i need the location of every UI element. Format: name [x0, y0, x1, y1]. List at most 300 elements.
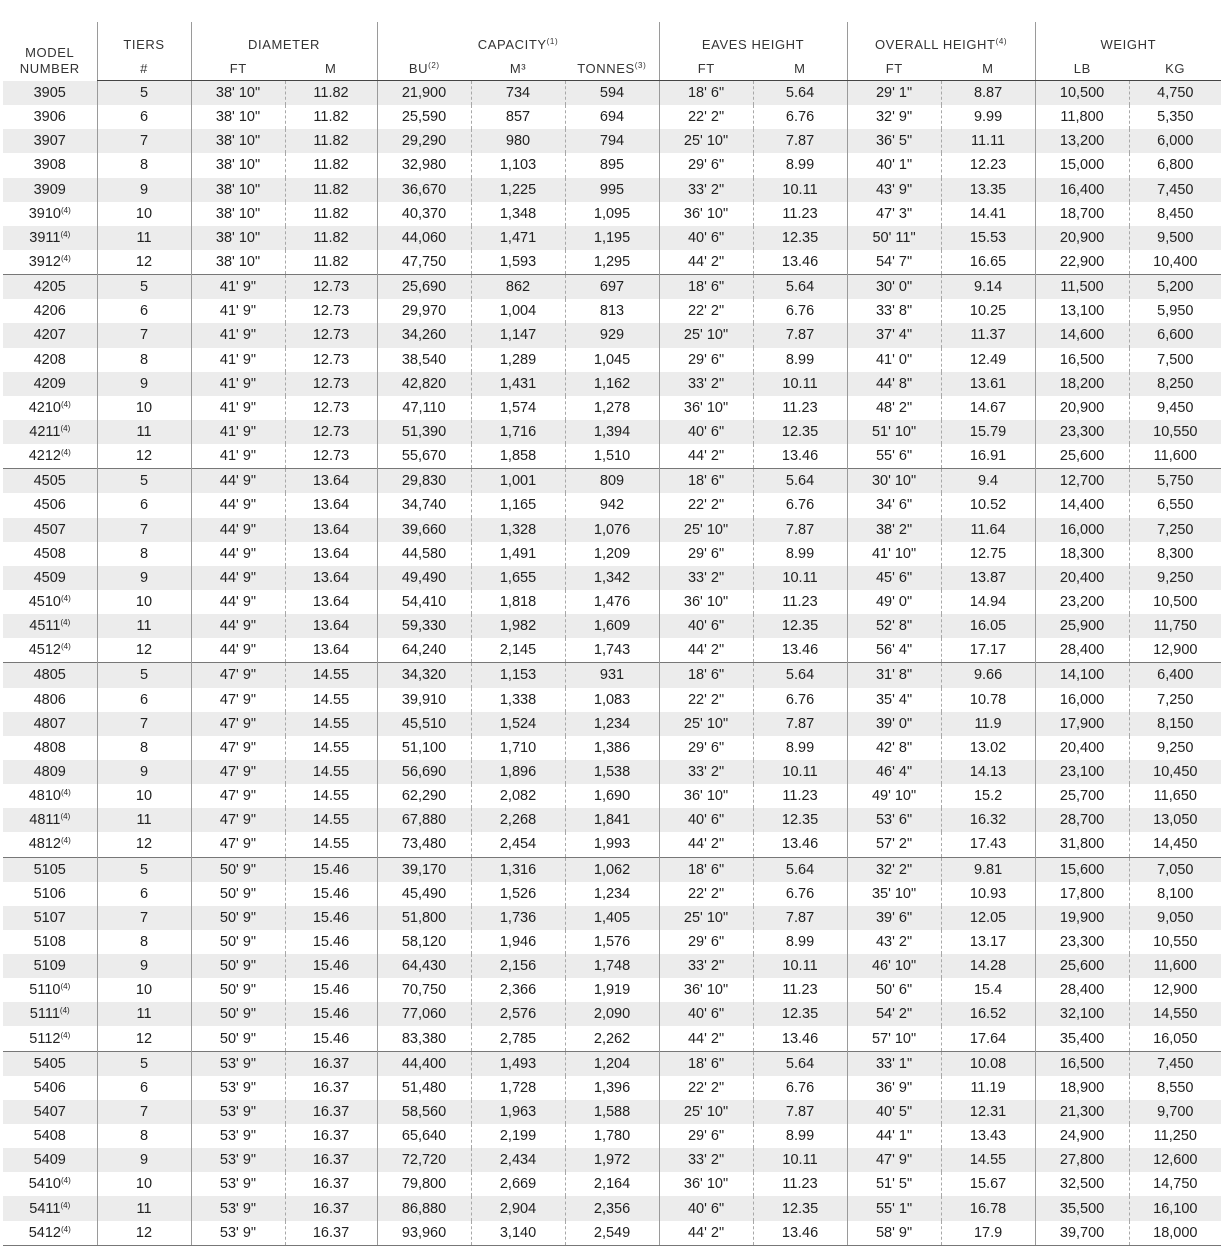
cell-diam-ft: 38' 10"	[191, 226, 285, 250]
cell-overall-ft: 44' 1"	[847, 1124, 941, 1148]
cell-bu: 93,960	[377, 1221, 471, 1246]
cell-model	[3, 542, 97, 566]
cell-bu: 47,110	[377, 396, 471, 420]
cell-bu: 29,830	[377, 469, 471, 494]
cell-eaves-m: 11.23	[753, 978, 847, 1002]
cell-tiers: 11	[97, 808, 191, 832]
cell-kg: 5,200	[1129, 275, 1221, 300]
model-number: 5112	[29, 1030, 61, 1047]
cell-overall-ft: 30' 10"	[847, 469, 941, 494]
cell-tiers: 8	[97, 1124, 191, 1148]
cell-tiers: 5	[97, 857, 191, 882]
subheader-capacity-tonnes	[565, 56, 659, 81]
model-number: 4812	[28, 836, 61, 853]
cell-diam-ft: 41' 9"	[191, 372, 285, 396]
cell-overall-ft: 34' 6"	[847, 493, 941, 517]
cell-model	[3, 153, 97, 177]
model-number: 3912	[28, 254, 61, 271]
cell-lb: 39,700	[1035, 1221, 1129, 1246]
cell-overall-m: 11.11	[941, 129, 1035, 153]
cell-overall-ft: 54' 2"	[847, 1002, 941, 1026]
cell-diam-ft: 47' 9"	[191, 832, 285, 857]
cell-eaves-m: 10.11	[753, 178, 847, 202]
cell-kg: 7,250	[1129, 688, 1221, 712]
cell-lb: 25,600	[1035, 954, 1129, 978]
cell-kg: 7,050	[1129, 857, 1221, 882]
table-row	[3, 275, 1221, 300]
table-row	[3, 857, 1221, 882]
cell-eaves-ft: 44' 2"	[659, 638, 753, 663]
cell-eaves-ft: 36' 10"	[659, 590, 753, 614]
cell-overall-m: 9.66	[941, 663, 1035, 688]
cell-bu: 45,490	[377, 882, 471, 906]
cell-overall-ft: 58' 9"	[847, 1221, 941, 1246]
cell-diam-m: 13.64	[285, 518, 377, 542]
cell-lb: 32,100	[1035, 1002, 1129, 1026]
table-row	[3, 226, 1221, 250]
table-row	[3, 542, 1221, 566]
cell-diam-m: 16.37	[285, 1100, 377, 1124]
model-number: 4209	[33, 375, 66, 392]
cell-overall-ft: 47' 9"	[847, 1148, 941, 1172]
cell-eaves-ft: 40' 6"	[659, 226, 753, 250]
cell-bu: 44,060	[377, 226, 471, 250]
cell-kg: 14,450	[1129, 832, 1221, 857]
cell-eaves-ft: 36' 10"	[659, 202, 753, 226]
cell-lb: 20,900	[1035, 396, 1129, 420]
cell-diam-ft: 50' 9"	[191, 906, 285, 930]
table-row	[3, 1196, 1221, 1220]
cell-tonnes: 1,476	[565, 590, 659, 614]
cell-diam-ft: 41' 9"	[191, 348, 285, 372]
cell-diam-ft: 44' 9"	[191, 542, 285, 566]
cell-overall-ft: 52' 8"	[847, 614, 941, 638]
cell-eaves-ft: 36' 10"	[659, 784, 753, 808]
cell-model	[3, 1172, 97, 1196]
cell-overall-m: 9.81	[941, 857, 1035, 882]
model-number: 4505	[33, 473, 66, 490]
header-row-units	[3, 56, 1221, 81]
cell-kg: 7,250	[1129, 518, 1221, 542]
cell-overall-ft: 51' 5"	[847, 1172, 941, 1196]
table-row	[3, 736, 1221, 760]
model-number: 5107	[33, 909, 66, 926]
cell-model	[3, 857, 97, 882]
cell-m3: 1,493	[471, 1051, 565, 1076]
cell-eaves-ft: 40' 6"	[659, 420, 753, 444]
cell-model	[3, 372, 97, 396]
cell-model	[3, 906, 97, 930]
cell-lb: 35,400	[1035, 1026, 1129, 1051]
cell-diam-m: 11.82	[285, 202, 377, 226]
cell-overall-ft: 46' 4"	[847, 760, 941, 784]
cell-eaves-ft: 29' 6"	[659, 348, 753, 372]
cell-overall-m: 15.4	[941, 978, 1035, 1002]
cell-overall-ft: 42' 8"	[847, 736, 941, 760]
cell-overall-ft: 33' 8"	[847, 299, 941, 323]
model-number: 4506	[33, 497, 66, 514]
cell-eaves-m: 13.46	[753, 250, 847, 275]
cell-tonnes: 1,609	[565, 614, 659, 638]
cell-lb: 12,700	[1035, 469, 1129, 494]
table-row	[3, 566, 1221, 590]
cell-tonnes: 694	[565, 105, 659, 129]
cell-kg: 4,750	[1129, 81, 1221, 106]
cell-overall-ft: 46' 10"	[847, 954, 941, 978]
cell-lb: 31,800	[1035, 832, 1129, 857]
cell-eaves-m: 8.99	[753, 930, 847, 954]
cell-bu: 58,560	[377, 1100, 471, 1124]
cell-overall-m: 13.17	[941, 930, 1035, 954]
cell-overall-ft: 54' 7"	[847, 250, 941, 275]
cell-m3: 1,165	[471, 493, 565, 517]
cell-diam-m: 11.82	[285, 129, 377, 153]
cell-tiers: 11	[97, 614, 191, 638]
cell-overall-ft: 41' 10"	[847, 542, 941, 566]
cell-tonnes: 809	[565, 469, 659, 494]
cell-bu: 55,670	[377, 444, 471, 469]
cell-model	[3, 202, 97, 226]
cell-diam-m: 11.82	[285, 226, 377, 250]
cell-lb: 15,000	[1035, 153, 1129, 177]
cell-m3: 2,199	[471, 1124, 565, 1148]
cell-model	[3, 250, 97, 275]
cell-eaves-ft: 44' 2"	[659, 444, 753, 469]
cell-eaves-ft: 33' 2"	[659, 1148, 753, 1172]
cell-kg: 10,500	[1129, 590, 1221, 614]
table-row	[3, 954, 1221, 978]
cell-overall-m: 16.78	[941, 1196, 1035, 1220]
model-footnote: (4)	[60, 399, 71, 409]
cell-diam-ft: 47' 9"	[191, 760, 285, 784]
cell-kg: 6,400	[1129, 663, 1221, 688]
model-footnote: (4)	[60, 229, 71, 239]
cell-tiers: 9	[97, 1148, 191, 1172]
model-number: 4208	[33, 351, 66, 368]
cell-diam-m: 12.73	[285, 420, 377, 444]
cell-lb: 16,000	[1035, 688, 1129, 712]
cell-eaves-ft: 22' 2"	[659, 882, 753, 906]
model-number: 3908	[33, 157, 66, 174]
cell-bu: 51,480	[377, 1076, 471, 1100]
cell-lb: 20,400	[1035, 566, 1129, 590]
cell-eaves-m: 13.46	[753, 1026, 847, 1051]
cell-diam-ft: 38' 10"	[191, 202, 285, 226]
cell-diam-m: 15.46	[285, 882, 377, 906]
cell-model	[3, 105, 97, 129]
cell-eaves-ft: 44' 2"	[659, 250, 753, 275]
cell-tonnes: 1,396	[565, 1076, 659, 1100]
cell-bu: 25,590	[377, 105, 471, 129]
table-row	[3, 1221, 1221, 1246]
cell-kg: 9,700	[1129, 1100, 1221, 1124]
cell-lb: 18,700	[1035, 202, 1129, 226]
cell-tonnes: 1,993	[565, 832, 659, 857]
cell-diam-m: 15.46	[285, 930, 377, 954]
cell-model	[3, 396, 97, 420]
cell-kg: 10,400	[1129, 250, 1221, 275]
cell-tiers: 5	[97, 663, 191, 688]
cell-lb: 18,300	[1035, 542, 1129, 566]
cell-lb: 20,900	[1035, 226, 1129, 250]
cell-diam-m: 14.55	[285, 663, 377, 688]
cell-diam-m: 15.46	[285, 906, 377, 930]
cell-eaves-m: 12.35	[753, 226, 847, 250]
cell-tiers: 6	[97, 1076, 191, 1100]
cell-m3: 1,289	[471, 348, 565, 372]
cell-kg: 5,950	[1129, 299, 1221, 323]
cell-eaves-m: 8.99	[753, 1124, 847, 1148]
subheader-eaves-m: M	[753, 56, 847, 81]
model-number: 5110	[29, 982, 61, 999]
cell-tiers: 5	[97, 1051, 191, 1076]
table-row	[3, 614, 1221, 638]
model-number: 3911	[29, 229, 61, 246]
model-number: 4207	[33, 327, 66, 344]
cell-m3: 3,140	[471, 1221, 565, 1246]
cell-eaves-m: 11.23	[753, 1172, 847, 1196]
cell-overall-ft: 45' 6"	[847, 566, 941, 590]
cell-bu: 86,880	[377, 1196, 471, 1220]
cell-m3: 2,904	[471, 1196, 565, 1220]
cell-kg: 8,300	[1129, 542, 1221, 566]
cell-eaves-m: 13.46	[753, 1221, 847, 1246]
cell-bu: 65,640	[377, 1124, 471, 1148]
cell-lb: 27,800	[1035, 1148, 1129, 1172]
cell-lb: 32,500	[1035, 1172, 1129, 1196]
cell-overall-m: 13.61	[941, 372, 1035, 396]
cell-diam-m: 15.46	[285, 1026, 377, 1051]
cell-tiers: 10	[97, 590, 191, 614]
cell-tiers: 9	[97, 372, 191, 396]
cell-lb: 23,300	[1035, 420, 1129, 444]
cell-eaves-m: 7.87	[753, 323, 847, 347]
cell-eaves-m: 12.35	[753, 614, 847, 638]
model-footnote: (4)	[60, 254, 71, 264]
cell-eaves-ft: 18' 6"	[659, 857, 753, 882]
cell-diam-m: 14.55	[285, 832, 377, 857]
cell-diam-ft: 53' 9"	[191, 1076, 285, 1100]
cell-overall-ft: 39' 6"	[847, 906, 941, 930]
cell-eaves-ft: 33' 2"	[659, 954, 753, 978]
silo-specifications-table	[3, 22, 1221, 1246]
model-number: 4210	[28, 399, 61, 416]
cell-eaves-m: 7.87	[753, 1100, 847, 1124]
table-row	[3, 638, 1221, 663]
cell-m3: 1,858	[471, 444, 565, 469]
cell-eaves-m: 11.23	[753, 784, 847, 808]
cell-diam-ft: 50' 9"	[191, 882, 285, 906]
table-row	[3, 469, 1221, 494]
cell-overall-m: 16.05	[941, 614, 1035, 638]
cell-tiers: 6	[97, 493, 191, 517]
cell-eaves-ft: 44' 2"	[659, 1221, 753, 1246]
model-footnote: (4)	[59, 1006, 70, 1016]
table-row	[3, 760, 1221, 784]
model-footnote: (4)	[60, 205, 71, 215]
table-row	[3, 1076, 1221, 1100]
cell-eaves-ft: 25' 10"	[659, 129, 753, 153]
model-number: 5111	[29, 1006, 60, 1023]
cell-m3: 1,982	[471, 614, 565, 638]
cell-overall-ft: 40' 5"	[847, 1100, 941, 1124]
cell-bu: 49,490	[377, 566, 471, 590]
cell-model	[3, 1148, 97, 1172]
cell-diam-ft: 50' 9"	[191, 1026, 285, 1051]
header-overall-height	[847, 22, 1035, 56]
cell-eaves-m: 11.23	[753, 202, 847, 226]
cell-eaves-ft: 29' 6"	[659, 153, 753, 177]
cell-kg: 7,450	[1129, 1051, 1221, 1076]
cell-bu: 44,580	[377, 542, 471, 566]
table-row	[3, 808, 1221, 832]
model-number: 4508	[33, 545, 66, 562]
cell-tiers: 10	[97, 784, 191, 808]
cell-m3: 1,946	[471, 930, 565, 954]
cell-m3: 862	[471, 275, 565, 300]
cell-diam-m: 13.64	[285, 493, 377, 517]
cell-lb: 18,200	[1035, 372, 1129, 396]
cell-tonnes: 1,743	[565, 638, 659, 663]
table-row	[3, 1124, 1221, 1148]
cell-model	[3, 226, 97, 250]
cell-diam-ft: 38' 10"	[191, 250, 285, 275]
cell-tonnes: 1,748	[565, 954, 659, 978]
cell-overall-m: 12.23	[941, 153, 1035, 177]
cell-bu: 64,430	[377, 954, 471, 978]
cell-overall-m: 15.53	[941, 226, 1035, 250]
cell-eaves-m: 6.76	[753, 105, 847, 129]
subheader-weight-kg: KG	[1129, 56, 1221, 81]
table-header	[3, 22, 1221, 81]
cell-diam-ft: 50' 9"	[191, 930, 285, 954]
cell-model	[3, 638, 97, 663]
cell-kg: 7,500	[1129, 348, 1221, 372]
model-footnote: (4)	[60, 424, 71, 434]
model-footnote: (4)	[60, 1200, 71, 1210]
cell-model	[3, 518, 97, 542]
cell-tonnes: 2,549	[565, 1221, 659, 1246]
cell-diam-ft: 53' 9"	[191, 1196, 285, 1220]
cell-eaves-ft: 33' 2"	[659, 760, 753, 784]
model-number: 5105	[33, 861, 66, 878]
table-row	[3, 105, 1221, 129]
cell-bu: 39,660	[377, 518, 471, 542]
cell-tonnes: 1,162	[565, 372, 659, 396]
cell-tonnes: 2,356	[565, 1196, 659, 1220]
cell-eaves-ft: 18' 6"	[659, 275, 753, 300]
cell-overall-m: 9.14	[941, 275, 1035, 300]
cell-diam-ft: 38' 10"	[191, 129, 285, 153]
cell-bu: 44,400	[377, 1051, 471, 1076]
cell-overall-m: 14.67	[941, 396, 1035, 420]
cell-tonnes: 1,919	[565, 978, 659, 1002]
cell-tonnes: 1,083	[565, 688, 659, 712]
model-footnote: (4)	[60, 642, 71, 652]
model-number: 3905	[33, 84, 66, 101]
header-weight: WEIGHT	[1035, 22, 1221, 56]
cell-tonnes: 1,209	[565, 542, 659, 566]
cell-eaves-m: 10.11	[753, 954, 847, 978]
cell-overall-m: 12.05	[941, 906, 1035, 930]
cell-lb: 16,500	[1035, 1051, 1129, 1076]
cell-diam-m: 14.55	[285, 808, 377, 832]
cell-diam-m: 14.55	[285, 736, 377, 760]
cell-lb: 16,000	[1035, 518, 1129, 542]
cell-eaves-m: 8.99	[753, 736, 847, 760]
cell-bu: 32,980	[377, 153, 471, 177]
cell-m3: 1,471	[471, 226, 565, 250]
cell-diam-m: 14.55	[285, 712, 377, 736]
table-row	[3, 372, 1221, 396]
cell-eaves-ft: 25' 10"	[659, 518, 753, 542]
subheader-capacity-m3: M³	[471, 56, 565, 81]
cell-bu: 64,240	[377, 638, 471, 663]
subheader-weight-lb: LB	[1035, 56, 1129, 81]
cell-tiers: 9	[97, 178, 191, 202]
table-body	[3, 81, 1221, 1246]
cell-eaves-m: 5.64	[753, 275, 847, 300]
cell-tiers: 5	[97, 81, 191, 106]
model-number: 5109	[33, 958, 66, 975]
header-capacity-footnote: (1)	[546, 37, 559, 46]
cell-bu: 59,330	[377, 614, 471, 638]
cell-lb: 23,100	[1035, 760, 1129, 784]
cell-eaves-m: 6.76	[753, 299, 847, 323]
model-footnote: (4)	[60, 982, 71, 992]
header-tiers: TIERS	[97, 22, 191, 56]
cell-overall-m: 10.78	[941, 688, 1035, 712]
cell-eaves-m: 7.87	[753, 518, 847, 542]
cell-diam-m: 16.37	[285, 1196, 377, 1220]
cell-overall-m: 10.52	[941, 493, 1035, 517]
table-row	[3, 1172, 1221, 1196]
cell-eaves-m: 8.99	[753, 542, 847, 566]
cell-tonnes: 1,510	[565, 444, 659, 469]
table-row	[3, 688, 1221, 712]
model-number: 5408	[33, 1128, 66, 1145]
cell-bu: 45,510	[377, 712, 471, 736]
cell-lb: 19,900	[1035, 906, 1129, 930]
cell-overall-ft: 36' 9"	[847, 1076, 941, 1100]
cell-diam-ft: 41' 9"	[191, 275, 285, 300]
subheader-overall-m: M	[941, 56, 1035, 81]
subheader-bu-footnote: (2)	[428, 60, 440, 70]
cell-eaves-m: 5.64	[753, 469, 847, 494]
cell-kg: 10,550	[1129, 420, 1221, 444]
cell-bu: 51,390	[377, 420, 471, 444]
cell-m3: 2,366	[471, 978, 565, 1002]
cell-lb: 28,400	[1035, 978, 1129, 1002]
cell-kg: 10,450	[1129, 760, 1221, 784]
cell-diam-m: 12.73	[285, 372, 377, 396]
cell-tiers: 8	[97, 930, 191, 954]
cell-m3: 1,574	[471, 396, 565, 420]
subheader-eaves-ft: FT	[659, 56, 753, 81]
cell-kg: 6,800	[1129, 153, 1221, 177]
cell-tiers: 9	[97, 954, 191, 978]
cell-kg: 8,550	[1129, 1076, 1221, 1100]
model-number: 5407	[33, 1103, 66, 1120]
cell-overall-ft: 36' 5"	[847, 129, 941, 153]
cell-eaves-m: 12.35	[753, 1002, 847, 1026]
cell-lb: 16,500	[1035, 348, 1129, 372]
cell-eaves-m: 10.11	[753, 1148, 847, 1172]
table-row	[3, 493, 1221, 517]
cell-lb: 14,400	[1035, 493, 1129, 517]
cell-overall-ft: 35' 10"	[847, 882, 941, 906]
cell-lb: 23,300	[1035, 930, 1129, 954]
